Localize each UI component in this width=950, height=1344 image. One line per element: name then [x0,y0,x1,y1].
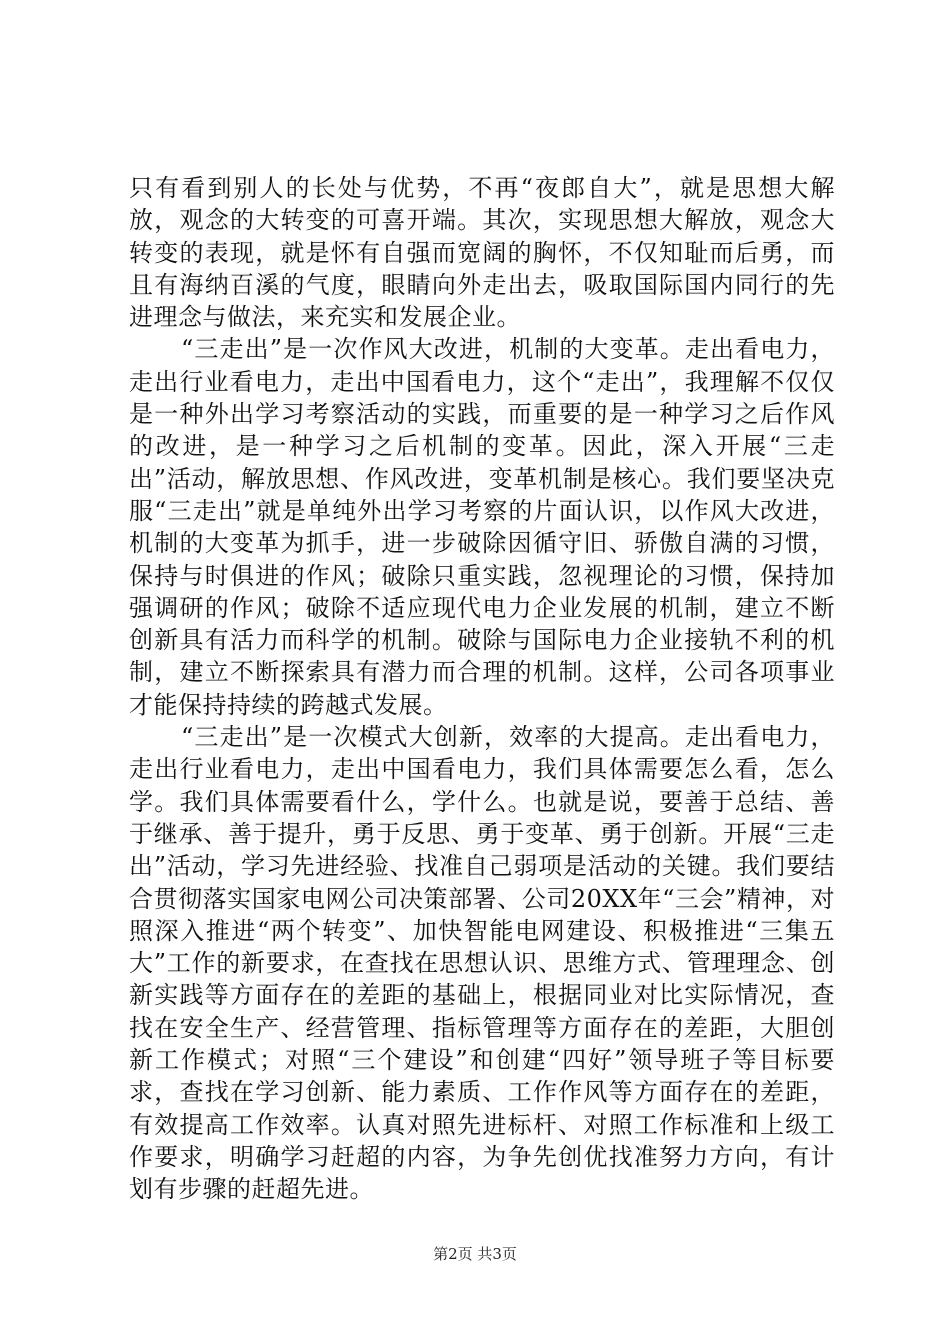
page-footer: 第2页 共3页 [433,1245,517,1263]
body-text [129,172,835,1206]
paragraph-1: 只有看到别人的长处与优势，不再“夜郎自大”，就是思想大解放，观念的大转变的可喜开端。其次，实现思想大解放，观念大转变的表现，就是怀有自强而宽阔的胸怀，不仅知耻而后勇，而且有海纳百溪的气度，眼睛向外走出去，吸取国际国内同行的先进理念与做法，来充实和发展企业。 [129,174,835,332]
paragraph-2: “三走出”是一次作风大改进，机制的大变革。走出看电力，走出行业看电力，走出中国看电力，这个“走出”，我理解不仅仅是一种外出学习考察活动的实践，而重要的是一种学习之后作风的改进，是一种学习之后机制的变革。因此，深入开展“三走出”活动，解放思想、作风改进，变革机制是核心。我们要坚决克服“三走出”就是单纯外出学习考察的片面认识，以作风大改进，机制的大变革为抓手，进一步破除因循守旧、骄傲自满的习惯，保持与时俱进的作风；破除只重实践，忽视理论的习惯，保持加强调研的作风；破除不适应现代电力企业发展的机制，建立不断创新具有活力而科学的机制。破除与国际电力企业接轨不利的机制，建立不断探索具有潜力而合理的机制。这样，公司各项事业才能保持持续的跨越式发展。 [129,335,835,719]
paragraph-3: “三走出”是一次模式大创新，效率的大提高。走出看电力，走出行业看电力，走出中国看电力，我们具体需要怎么看，怎么学。我们具体需要看什么，学什么。也就是说，要善于总结、善于继承、善于提升，勇于反思、勇于变革、勇于创新。开展“三走出”活动，学习先进经验、找准自己弱项是活动的关键。我们要结合贯彻落实国家电网公司决策部署、公司20XX年“三会”精神，对照深入推进“两个转变”、加快智能电网建设、积极推进“三集五大”工作的新要求，在查找在思想认识、思维方式、管理理念、创新实践等方面存在的差距的基础上，根据同业对比实际情况，查找在安全生产、经营管理、指标管理等方面存在的差距，大胆创新工作模式；对照“三个建设”和创建“四好”领导班子等目标要求，查找在学习创新、能力素质、工作作风等方面存在的差距，有效提高工作效率。认真对照先进标杆、对照工作标准和上级工作要求，明确学习赶超的内容，为争先创优找准努力方向，有计划有步骤的赶超先进。 [129,723,835,1204]
